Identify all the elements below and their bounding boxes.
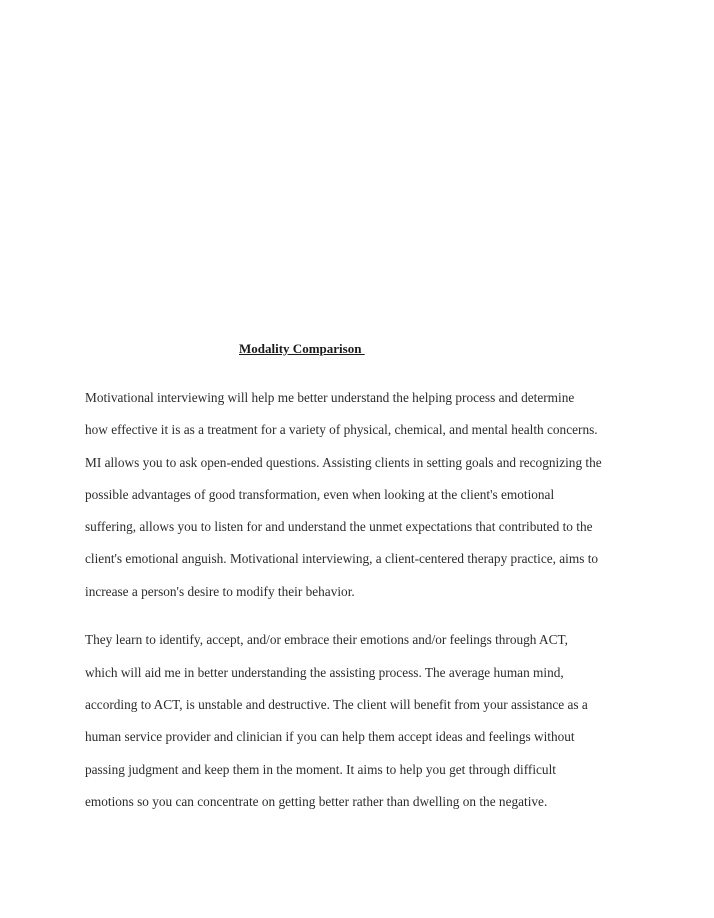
- paragraph-line: increase a person's desire to modify their behavior.: [85, 584, 355, 599]
- paragraph-line: human service provider and clinician if you can help them accept ideas and feelings without: [85, 729, 575, 744]
- document-title: Modality Comparison: [239, 341, 365, 356]
- paragraph-line: suffering, allows you to listen for and understand the unmet expectations that contributed to the: [85, 519, 593, 534]
- paragraph-line: MI allows you to ask open-ended questions. Assisting clients in setting goals and recognizing the: [85, 455, 602, 470]
- paragraph-line: which will aid me in better understanding the assisting process. The average human mind,: [85, 665, 564, 680]
- paragraph-line: client's emotional anguish. Motivational interviewing, a client-centered therapy practice, aims to: [85, 551, 599, 566]
- paragraph-line: according to ACT, is unstable and destructive. The client will benefit from your assistance as a: [85, 697, 588, 712]
- paragraph-line: emotions so you can concentrate on getting better rather than dwelling on the negative.: [85, 794, 548, 809]
- paragraph-line: They learn to identify, accept, and/or embrace their emotions and/or feelings through ACT,: [85, 632, 568, 647]
- paragraph-line: Motivational interviewing will help me better understand the helping process and determine: [85, 390, 575, 405]
- paragraph-line: possible advantages of good transformation, even when looking at the client's emotional: [85, 487, 555, 502]
- paragraph-line: how effective it is as a treatment for a variety of physical, chemical, and mental health concerns.: [85, 422, 598, 437]
- paragraph-line: passing judgment and keep them in the moment. It aims to help you get through difficult: [85, 762, 556, 777]
